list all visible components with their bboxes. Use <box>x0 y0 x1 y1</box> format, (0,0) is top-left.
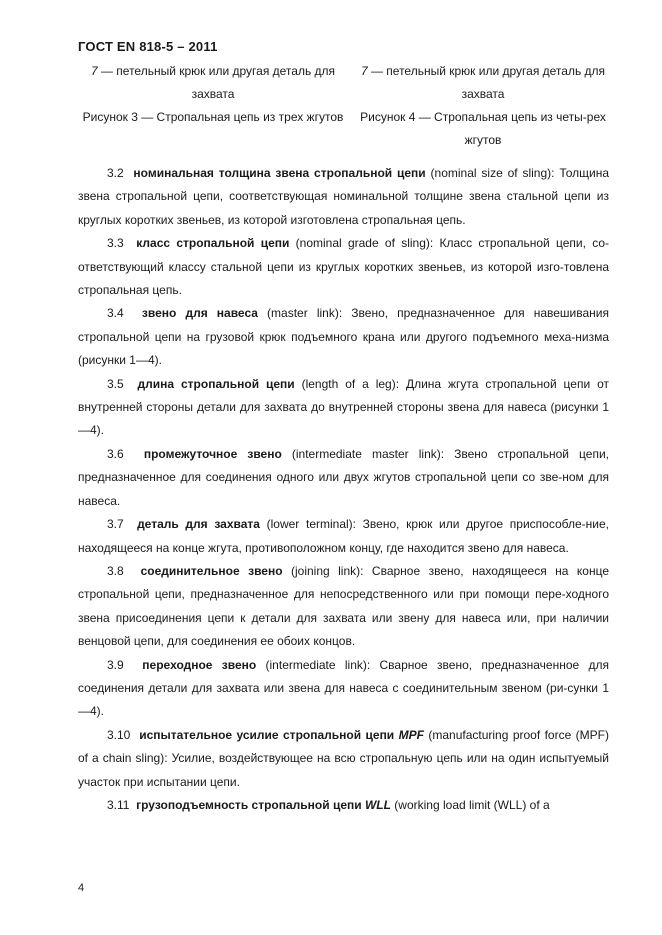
clause-number: 3.3 <box>107 236 124 251</box>
legend-text: — петельный крюк или другая деталь для захвата <box>97 64 336 101</box>
legend-text: — петельный крюк или другая деталь для захвата <box>367 64 606 101</box>
legend-row <box>78 60 618 106</box>
definition-paragraph <box>78 302 609 372</box>
clause-number: 3.5 <box>107 376 124 391</box>
legend-number: 7 <box>90 64 98 78</box>
figure-3-caption: Рисунок 3 — Стропальная цепь из трех жгутов <box>82 110 344 124</box>
clause-number: 3.2 <box>107 166 124 180</box>
definitions-body <box>78 162 609 817</box>
definition-text: (intermediate master link): Звено стропальной цепи, предназначенное для соединения одного или двух жгутов стропальной цепи со зве-ном для навеса. <box>78 446 609 508</box>
clause-number: 3.11 <box>107 797 130 812</box>
definition-text: (working load limit (WLL) of a <box>390 797 550 812</box>
definition-text: (manufacturing proof force (MPF) of a chain sling): Усилие, воздействующее на всю стропальную цепь или на один испытуемый участок при испытании цепи. <box>78 727 609 789</box>
clause-number: 3.8 <box>107 563 124 578</box>
clause-number: 3.6 <box>107 446 124 461</box>
clause-number: 3.7 <box>107 517 124 532</box>
definition-text: (lower terminal): Звено, крюк или другое приспособле-ние, находящееся на конце жгута, противоположном концу, где находится звено для навеса. <box>78 517 609 555</box>
figure-4-caption: Рисунок 4 — Стропальная цепь из четы-рех жгутов <box>360 110 606 147</box>
document-header: ГОСТ EN 818-5 – 2011 <box>78 39 218 54</box>
figure-title-row <box>78 106 618 152</box>
defined-term: промежуточное звено <box>143 446 282 461</box>
term-symbol: WLL <box>364 797 391 812</box>
definition-paragraph <box>78 560 609 654</box>
definition-paragraph <box>78 373 609 443</box>
clause-number: 3.9 <box>107 657 124 672</box>
defined-term: испытательное усилие стропальной цепи <box>139 727 395 742</box>
defined-term: переходное звено <box>142 657 257 672</box>
definition-text: (nominal size of sling): Толщина звена стропальной цепи, соответствующая номинальной толщине звена стальной цепи из круглых коротких звеньев, из которой изготовлена стропальная цепь. <box>78 166 610 227</box>
definition-paragraph <box>78 232 609 302</box>
clause-number: 3.10 <box>107 727 131 742</box>
definition-paragraph <box>78 443 609 513</box>
page-number: 4 <box>78 882 85 894</box>
definition-text: (nominal grade of sling): Класс стропальной цепи, со-ответствующий классу стальной цепи из круглых коротких звеньев, из которой изго-товлена стропальная цепь. <box>78 236 610 298</box>
definition-paragraph <box>78 724 609 794</box>
legend-right <box>348 60 618 106</box>
defined-term: деталь для захвата <box>137 517 260 532</box>
definition-text: (length of a leg): Длина жгута стропальной цепи от внутренней стороны детали для захвата до внутренней стороны звена для навеса (рисунки 1—4). <box>78 376 609 438</box>
definition-paragraph <box>78 654 609 724</box>
definition-paragraph <box>78 794 609 817</box>
defined-term: длина стропальной цепи <box>137 376 295 391</box>
clause-number: 3.4 <box>107 306 124 321</box>
legend-number: 7 <box>360 64 368 78</box>
term-symbol: MPF <box>398 727 424 742</box>
definition-text: (master link): Звено, предназначенное для навешивания стропальной цепи на грузовой крюк подъемного крана или другого подъемного меха-низма (рисунки 1—4). <box>78 306 609 368</box>
defined-term: грузоподъемность стропальной цепи <box>136 797 362 812</box>
figure-captions <box>78 60 618 152</box>
definition-paragraph <box>78 162 609 232</box>
definition-text: (intermediate link): Сварное звено, предназначенное для соединения детали для захвата или звена для навеса с соединительным звеном (ри-сунки 1—4). <box>78 657 609 719</box>
defined-term: соединительное звено <box>140 563 283 578</box>
defined-term: класс стропальной цепи <box>136 236 290 251</box>
legend-left <box>78 60 348 106</box>
defined-term: номинальная толщина звена стропальной цепи <box>133 166 426 180</box>
definition-text: (joining link): Сварное звено, находящееся на конце стропальной цепи, предназначенное для непосредственного или при помощи пере-ходного звена присоединения цепи к детали для захвата или звену для навеса или, при наличии венцовой цепи, для соединения ее обоих концов. <box>78 563 610 649</box>
defined-term: звено для навеса <box>141 306 258 321</box>
definition-paragraph <box>78 513 609 560</box>
